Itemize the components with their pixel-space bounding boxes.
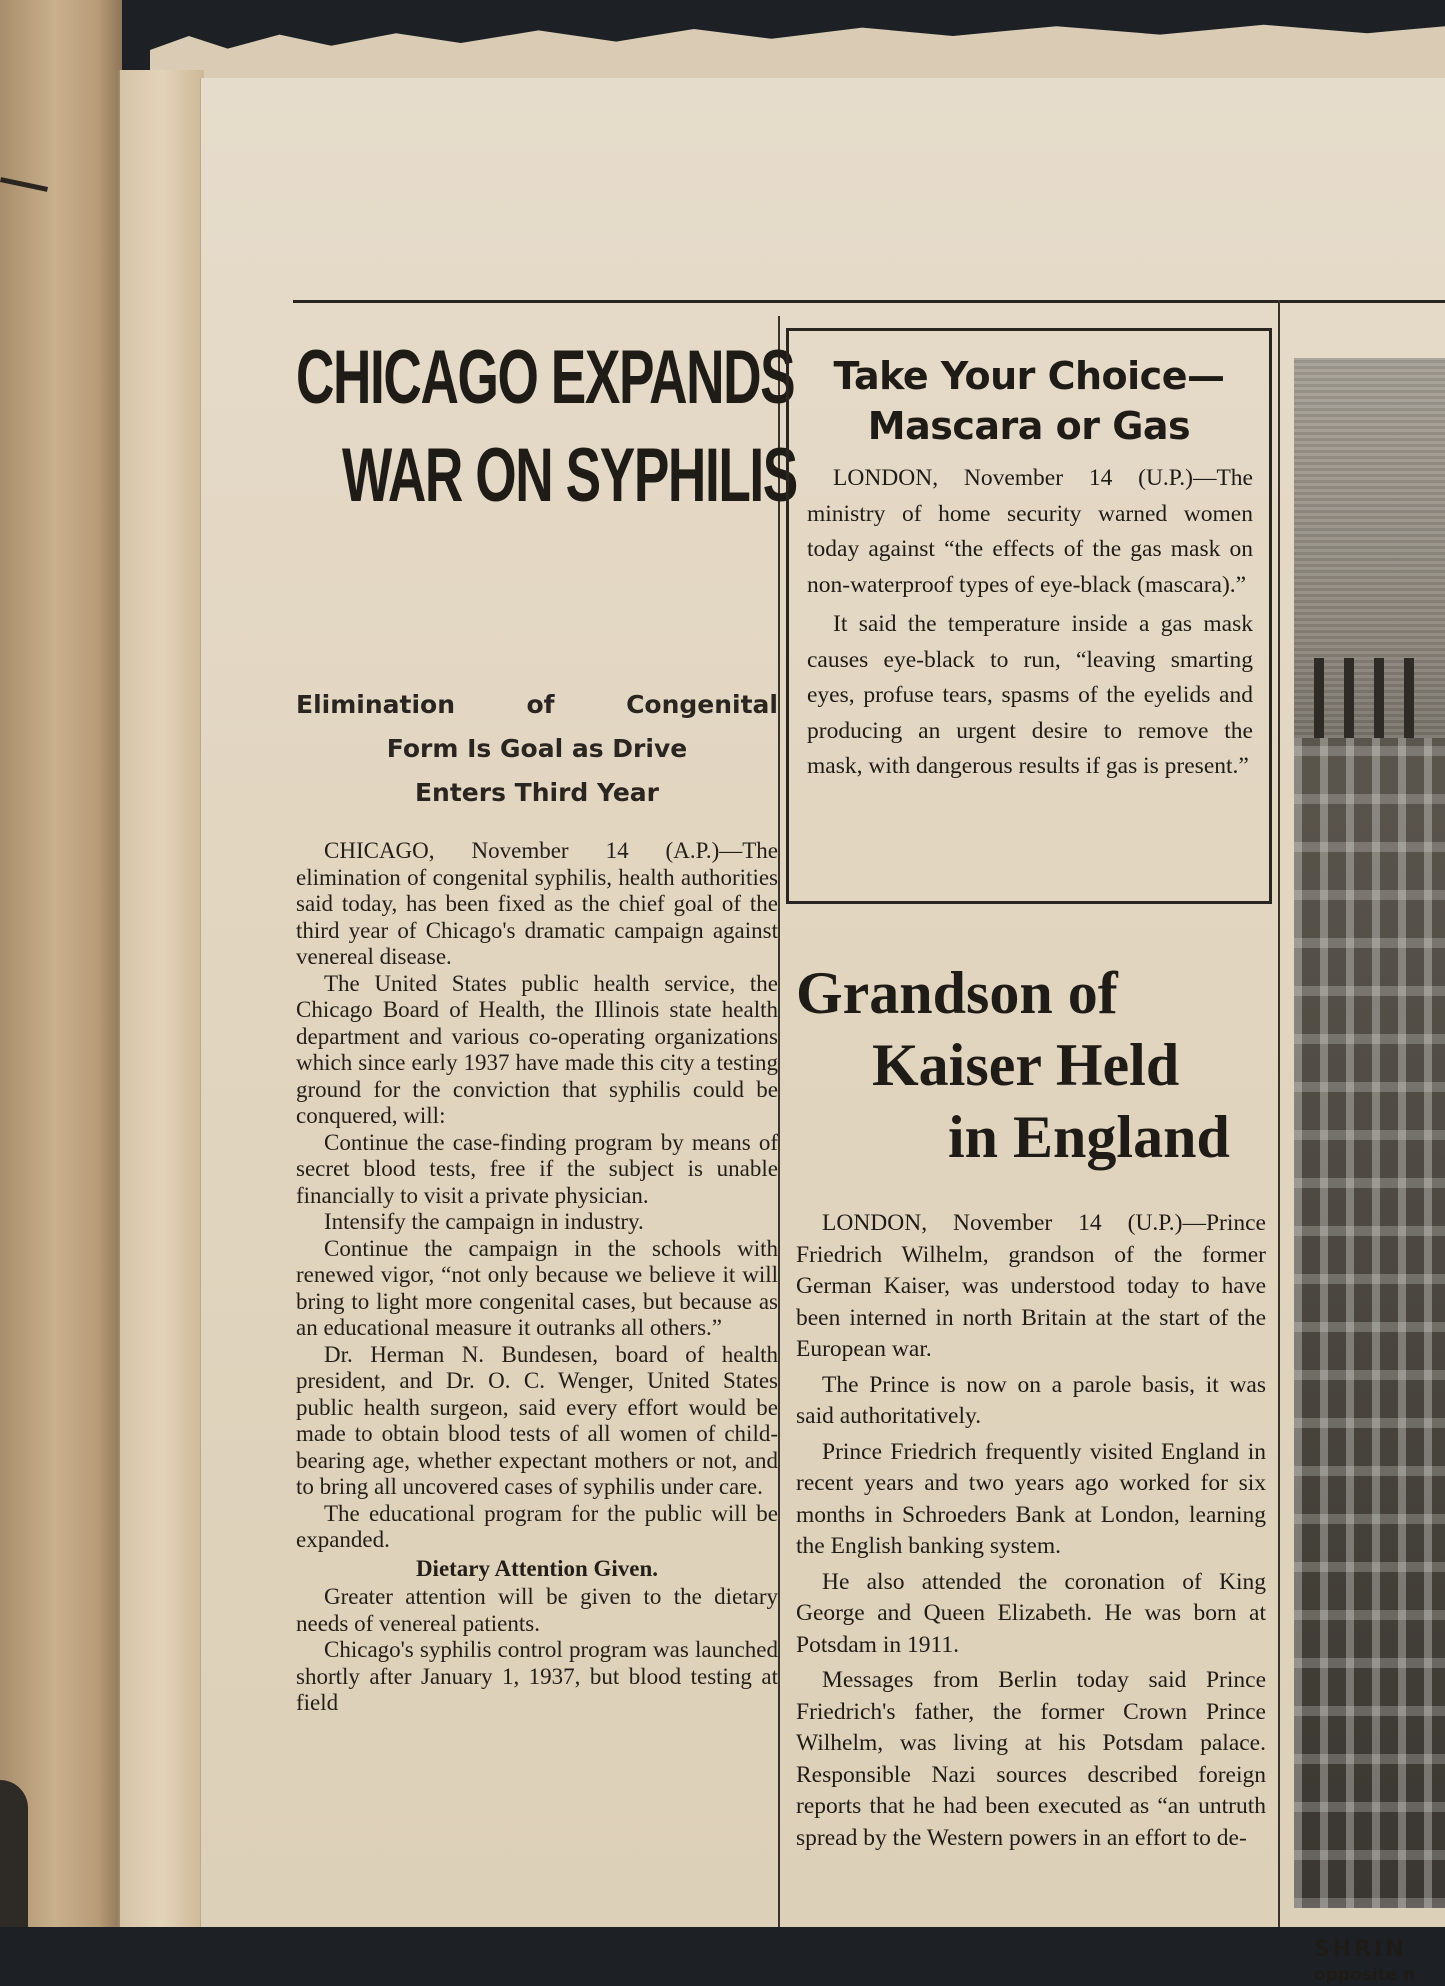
headline-line-1: CHICAGO EXPANDS	[296, 335, 795, 420]
photo-spires	[1314, 658, 1434, 748]
photo-building-facade	[1294, 738, 1445, 1908]
ink-mark	[0, 177, 48, 192]
box-headline-line-1: Take Your Choice—	[833, 354, 1225, 398]
paragraph: Dr. Herman N. Bundesen, board of health president, and Dr. O. C. Wenger, United States public health surgeon, said every effort would be made to obtain blood tests of all women of child-bearing age, whether expectant mothers or not, and to bring all uncovered cases of syphilis under care.	[296, 1341, 778, 1499]
caption-line-2: opposite n	[1314, 1965, 1416, 1985]
article-mascara-box	[786, 328, 1272, 904]
paragraph: He also attended the coronation of King George and Queen Elizabeth. He was born at Potsdam in 1911.	[796, 1568, 1266, 1658]
adjacent-page-edge	[0, 0, 122, 1927]
paragraph: Intensify the campaign in industry.	[324, 1209, 644, 1234]
paragraph: LONDON, November 14 (U.P.)—Prince Friedrich Wilhelm, grandson of the former German Kaiser, was understood today to have been interned in north Britain at the start of the European war.	[796, 1210, 1266, 1362]
paragraph: The Prince is now on a parole basis, it was said authoritatively.	[796, 1371, 1266, 1429]
deck-line-2: Form Is Goal as Drive	[386, 734, 688, 763]
paragraph: The United States public health service, the Chicago Board of Health, the Illinois state health department and various co-operating organizations which since early 1937 have made this city a testing ground for the conviction that syphilis could be conquered, will:	[296, 970, 778, 1128]
paragraph: CHICAGO, November 14 (A.P.)—The elimination of congenital syphilis, health authorities said today, has been fixed as the chief goal of the third year of Chicago's dramatic campaign against venereal disease.	[296, 838, 778, 969]
paragraph: It said the temperature inside a gas mask causes eye-black to run, “leaving smarting eyes, profuse tears, spasms of the eyelids and producing an urgent desire to remove the mask, with dangerous results if gas is present.”	[807, 611, 1253, 779]
page-spine-margin	[118, 70, 204, 1927]
paragraph: Greater attention will be given to the dietary needs of venereal patients.	[296, 1584, 778, 1636]
deck-line-3: Enters Third Year	[414, 778, 659, 807]
subhead: Dietary Attention Given.	[415, 1555, 659, 1581]
box-body	[807, 461, 1253, 789]
article-kaiser-body	[796, 1208, 1266, 1858]
box-headline	[789, 351, 1269, 451]
paragraph: The educational program for the public will be expanded.	[296, 1500, 778, 1552]
paragraph: Chicago's syphilis control program was launched shortly after January 1, 1937, but blood testing at field	[296, 1637, 778, 1715]
paragraph: Continue the case-finding program by means of secret blood tests, free if the subject is unable financially to visit a private physician.	[296, 1129, 778, 1208]
kaiser-headline-line-1: Grandson of	[796, 960, 1118, 1026]
kaiser-headline-line-2: Kaiser Held	[872, 1032, 1180, 1098]
top-column-rule	[293, 300, 1445, 303]
column-rule-2	[1278, 300, 1280, 1927]
dark-blot	[0, 1780, 28, 1927]
caption-line-1: SHRIN	[1314, 1937, 1407, 1962]
page-fold-line	[200, 78, 201, 1927]
box-headline-line-2: Mascara or Gas	[867, 404, 1191, 448]
paragraph: Continue the campaign in the schools with renewed vigor, “not only because we believe it will bring to light more congenital cases, but because as an educational measure it outranks all others.”	[296, 1235, 778, 1340]
deck-line-1: Elimination of Congenital	[296, 690, 778, 719]
article-body	[296, 838, 778, 1717]
column-rule-1	[778, 316, 780, 1927]
deck-headline	[296, 683, 778, 815]
halftone-photo-building	[1294, 358, 1445, 1908]
photo-caption	[1314, 1936, 1445, 1986]
paragraph: LONDON, November 14 (U.P.)—The ministry of home security warned women today against “the effects of the gas mask on non-waterproof types of eye-black (mascara).”	[807, 465, 1253, 598]
paragraph: Prince Friedrich frequently visited England in recent years and two years ago worked for six months in Schroeders Bank at London, learning the English banking system.	[796, 1438, 1266, 1559]
newspaper-page	[200, 78, 1445, 1985]
paragraph: Messages from Berlin today said Prince Friedrich's father, the former Crown Prince Wilhelm, was living at his Potsdam palace. Responsible Nazi sources described foreign reports that he had been executed as “an untruth spread by the Western powers in an effort to de-	[796, 1667, 1266, 1851]
kaiser-headline-line-3: in England	[948, 1104, 1230, 1170]
headline-line-2: WAR ON SYPHILIS	[342, 433, 797, 518]
